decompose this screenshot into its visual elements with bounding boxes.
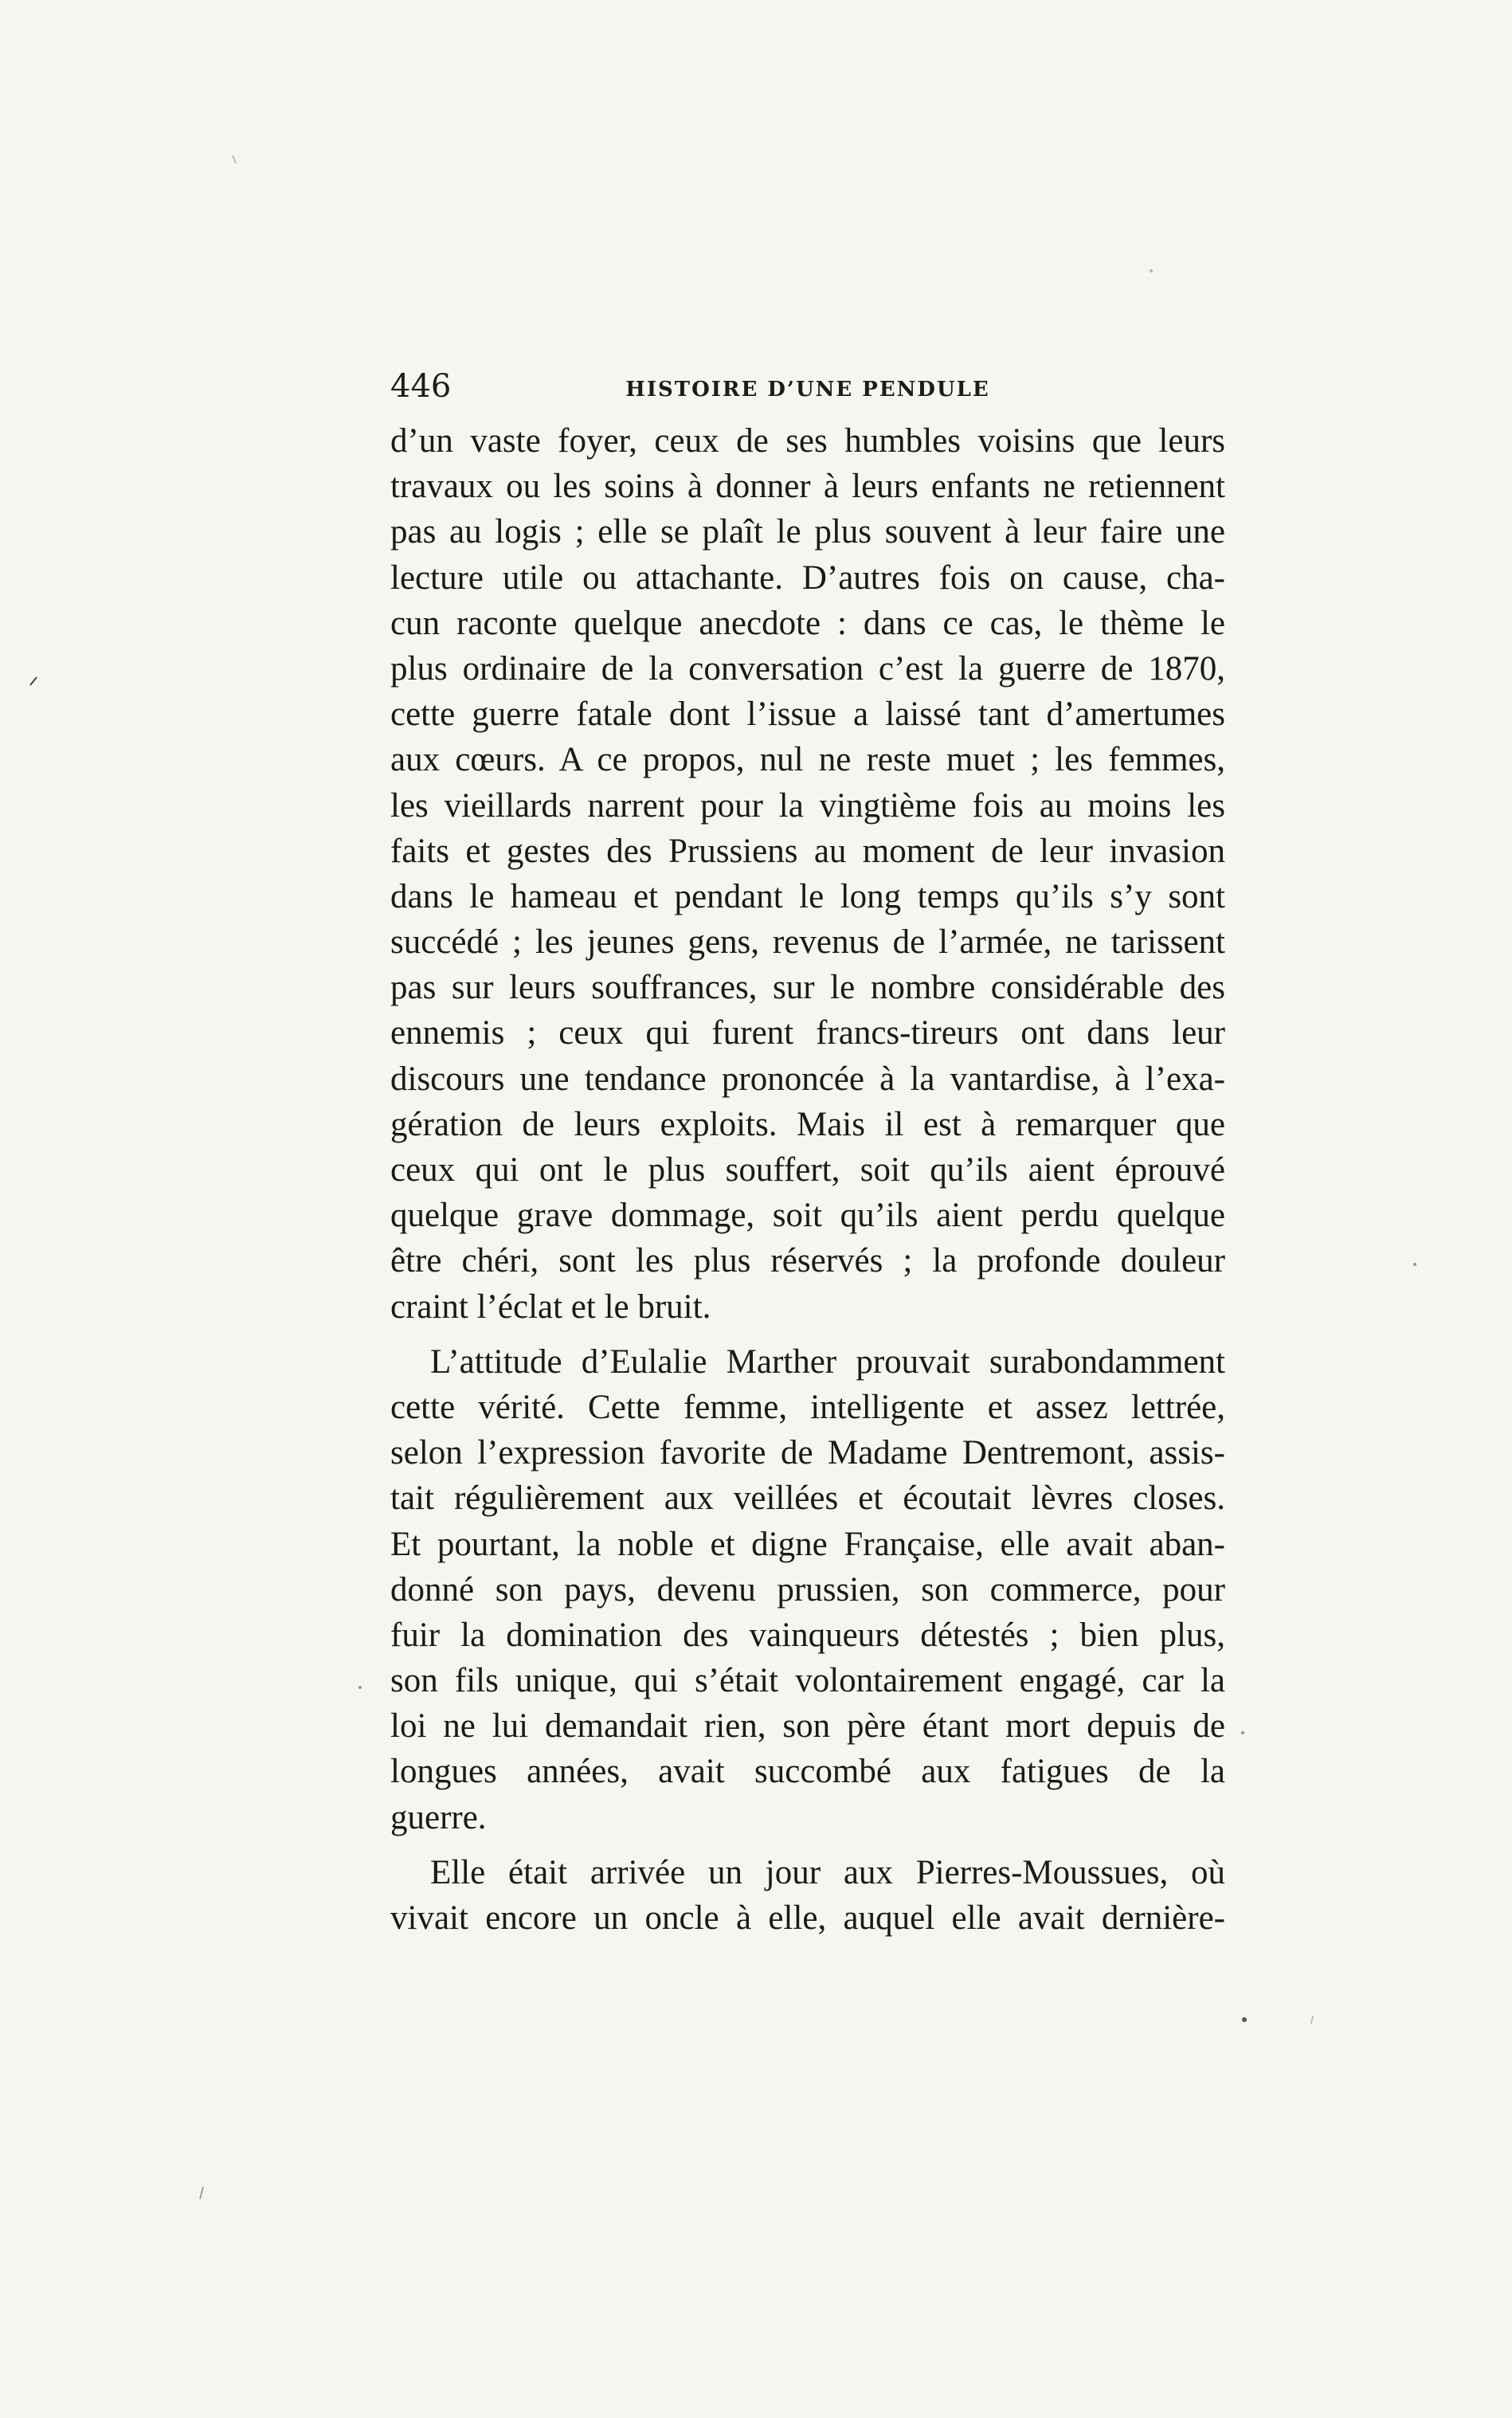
running-title: HISTOIRE D’UNE PENDULE — [625, 378, 990, 402]
speck — [1242, 2017, 1247, 2022]
text-line: cette guerre fatale dont l’issue a laissé tant d’amertumes — [390, 696, 1225, 734]
text-line: dans le hameau et pendant le long temps qu’ils s’y sont — [390, 877, 1225, 915]
speck — [1413, 1263, 1416, 1266]
speck — [233, 155, 236, 163]
text-line: pas sur leurs souffrances, sur le nombre considérable des — [390, 969, 1225, 1007]
speck — [1241, 1731, 1244, 1734]
text-line: gération de leurs exploits. Mais il est à remarquer que — [390, 1105, 1225, 1143]
text-line: succédé ; les jeunes gens, revenus de l’armée, ne tarissent — [390, 923, 1225, 962]
paragraph-gap — [390, 1330, 1225, 1339]
text-line: L’attitude d’Eulalie Marther prouvait surabondamment — [430, 1342, 1225, 1381]
text-line: faits et gestes des Prussiens au moment de leur invasion — [390, 832, 1225, 870]
speck — [30, 677, 37, 685]
text-line: aux cœurs. A ce propos, nul ne reste muet ; les femmes, — [390, 741, 1225, 779]
text-line: donné son pays, devenu prussien, son commerce, pour — [390, 1570, 1225, 1609]
text-line: craint l’éclat et le bruit. — [390, 1287, 711, 1326]
text-line: quelque grave dommage, soit qu’ils aient perdu quelque — [390, 1197, 1225, 1235]
body-text — [390, 418, 1225, 1941]
text-line: cette vérité. Cette femme, intelligente et assez lettrée, — [390, 1388, 1225, 1426]
text-line: Et pourtant, la noble et digne Française, elle avait aban- — [390, 1525, 1225, 1563]
text-line: les vieillards narrent pour la vingtième fois au moins les — [390, 786, 1225, 825]
text-line: être chéri, sont les plus réservés ; la profonde douleur — [390, 1242, 1225, 1280]
text-line: guerre. — [390, 1798, 487, 1836]
text-line: discours une tendance prononcée à la vantardise, à l’exa- — [390, 1060, 1225, 1098]
text-line: Elle était arrivée un jour aux Pierres-Moussues, où — [430, 1853, 1225, 1891]
text-line: loi ne lui demandait rien, son père étant mort depuis de — [390, 1707, 1225, 1746]
text-line: lecture utile ou attachante. D’autres fois on cause, cha- — [390, 558, 1225, 597]
text-line: cun raconte quelque anecdote : dans ce cas, le thème le — [390, 604, 1225, 642]
text-line: selon l’expression favorite de Madame Dentremont, assis- — [390, 1434, 1225, 1472]
running-head — [390, 368, 1225, 410]
text-line: longues années, avait succombé aux fatigues de la — [390, 1753, 1225, 1791]
paragraph-gap — [390, 1840, 1225, 1850]
text-line: vivait encore un oncle à elle, auquel elle avait dernière- — [390, 1899, 1225, 1937]
speck — [1311, 2016, 1313, 2024]
page-number: 446 — [390, 368, 452, 405]
text-line: fuir la domination des vainqueurs détestés ; bien plus, — [390, 1616, 1225, 1654]
text-line: son fils unique, qui s’était volontairement engagé, car la — [390, 1662, 1225, 1700]
text-line: travaux ou les soins à donner à leurs enfants ne retiennent — [390, 468, 1225, 506]
speck — [1150, 269, 1153, 272]
text-line: ceux qui ont le plus souffert, soit qu’ils aient éprouvé — [390, 1151, 1225, 1189]
text-line: d’un vaste foyer, ceux de ses humbles voisins que leurs — [390, 422, 1225, 460]
text-line: tait régulièrement aux veillées et écoutait lèvres closes. — [390, 1479, 1225, 1518]
speck — [200, 2187, 203, 2199]
text-line: ennemis ; ceux qui furent francs-tireurs ont dans leur — [390, 1014, 1225, 1052]
text-line: plus ordinaire de la conversation c’est la guerre de 1870, — [390, 649, 1225, 688]
text-line: pas au logis ; elle se plaît le plus souvent à leur faire une — [390, 513, 1225, 551]
speck — [358, 1686, 362, 1689]
